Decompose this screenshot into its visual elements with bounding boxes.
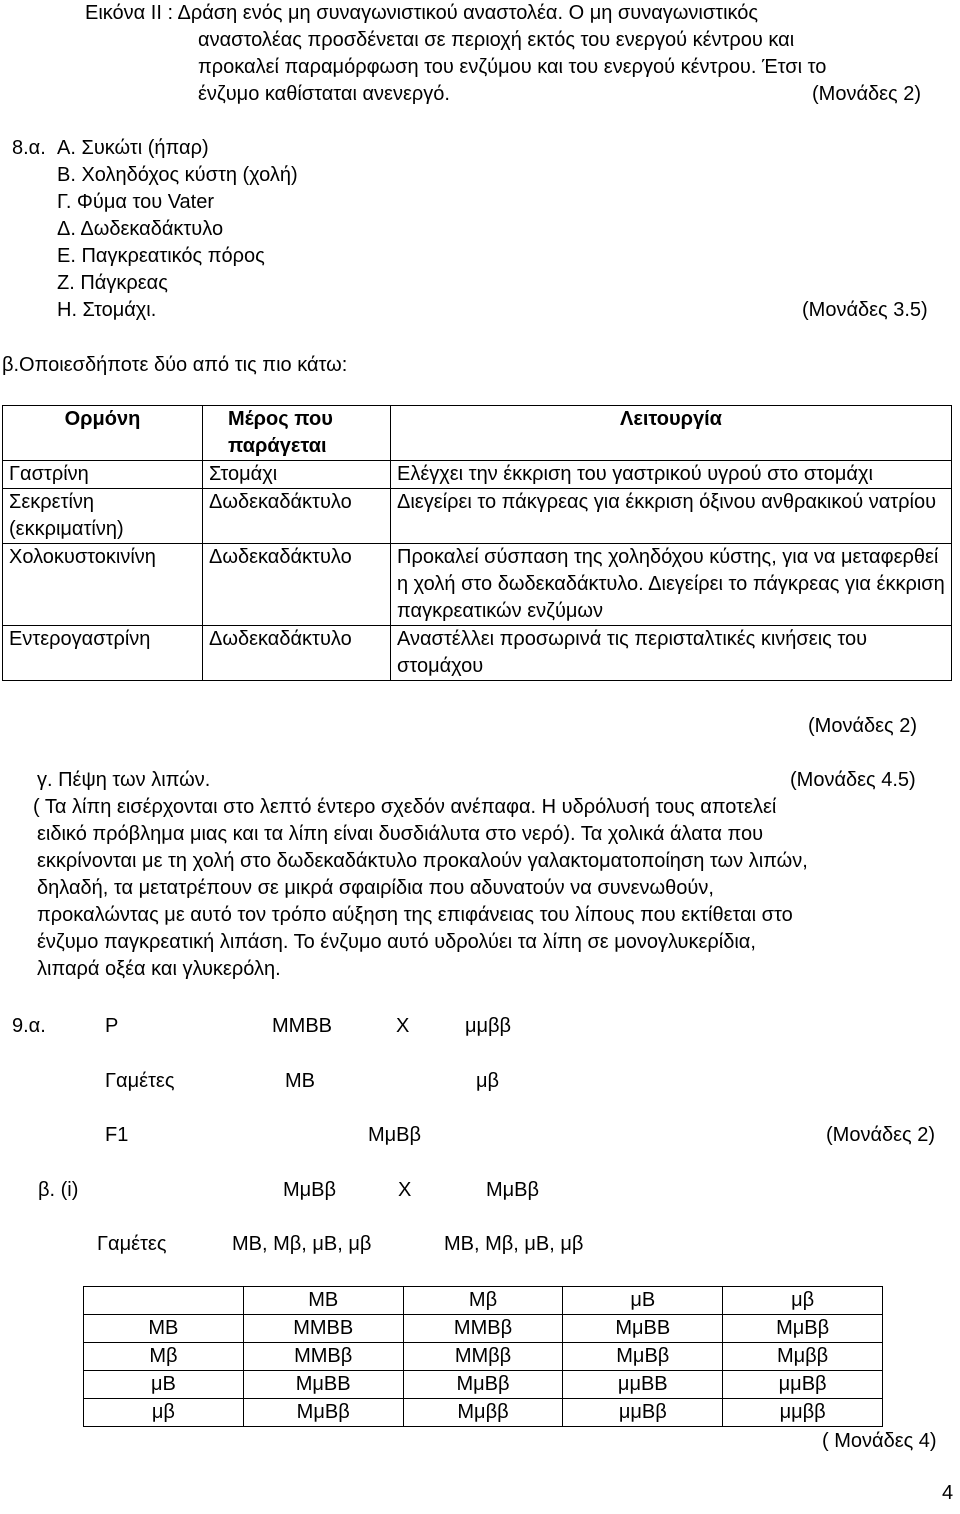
q9b-marks: ( Μονάδες 4): [822, 1430, 937, 1452]
table-cell: Δωδεκαδάκτυλο: [203, 544, 391, 626]
table-cell: Διεγείρει το πάκγρεας για έκκριση όξινου ανθρακικού νατρίου: [391, 489, 952, 544]
punnett-cell: ΜμΒβ: [403, 1371, 563, 1399]
figure-caption: [85, 0, 826, 108]
table-row: [3, 489, 952, 544]
punnett-cell: ΜμΒΒ: [563, 1315, 723, 1343]
punnett-cell: ΜμΒβ: [563, 1343, 723, 1371]
answer-line: ένζυμο παγκρεατική λιπάση. Το ένζυμο αυτό υδρολύει τα λίπη σε μονογλυκερίδια,: [37, 931, 756, 953]
punnett-cell: ΜΒ: [84, 1315, 244, 1343]
column-header: Λειτουργία: [391, 406, 952, 461]
table-row: [3, 626, 952, 681]
punnett-cell: ΜΜΒβ: [403, 1315, 563, 1343]
list-item: Γ. Φύμα του Vater: [57, 191, 215, 213]
caption-line: αναστολέας προσδένεται σε περιοχή εκτός του ενεργού κέντρου και: [198, 29, 795, 51]
q9a-marks: (Μονάδες 2): [826, 1124, 936, 1146]
punnett-cell: ΜΜΒΒ: [243, 1315, 403, 1343]
table-cell: Εντερογαστρίνη: [3, 626, 203, 681]
column-header: Μέρος που παράγεται: [203, 406, 391, 461]
gamete: ΜΒ: [285, 1070, 315, 1092]
f1-genotype: ΜμΒβ: [368, 1124, 422, 1146]
parent-genotype: ΜμΒβ: [283, 1179, 337, 1201]
answer-line: λιπαρά οξέα και γλυκερόλη.: [37, 958, 281, 980]
punnett-cell: Μμββ: [723, 1343, 883, 1371]
table-cell: Ελέγχει την έκκριση του γαστρικού υγρού στο στομάχι: [391, 461, 952, 489]
column-header: Ορμόνη: [3, 406, 203, 461]
q8c-answer: [33, 794, 808, 983]
parent-genotype: μμββ: [465, 1015, 512, 1037]
gametes-list: ΜΒ, Μβ, μΒ, μβ: [232, 1233, 372, 1255]
answer-line: εκκρίνονται με τη χολή στο δωδεκαδάκτυλο προκαλούν γαλακτοματοποίηση των λιπών,: [37, 850, 808, 872]
punnett-cell: Μβ: [403, 1287, 563, 1315]
punnett-cell: ΜΜββ: [403, 1343, 563, 1371]
gametes-label: Γαμέτες: [97, 1233, 167, 1255]
answer-line: ( Τα λίπη εισέρχονται στο λεπτό έντερο σχεδόν ανέπαφα. Η υδρόλυσή τους αποτελεί: [33, 796, 777, 818]
list-item: Α. Συκώτι (ήπαρ): [57, 137, 209, 159]
caption-marks: (Μονάδες 2): [812, 83, 922, 105]
gametes-list: ΜΒ, Μβ, μΒ, μβ: [444, 1233, 584, 1255]
question-number: β. (i): [38, 1179, 79, 1201]
parent-genotype: ΜΜΒΒ: [272, 1015, 332, 1037]
answer-line: δηλαδή, τα μετατρέπουν σε μικρά σφαιρίδια που αδυνατούν να συνενωθούν,: [37, 877, 714, 899]
list-item: Η. Στομάχι.: [57, 299, 157, 321]
table-cell: Χολοκυστοκινίνη: [3, 544, 203, 626]
table-header-row: [3, 406, 952, 461]
punnett-cell: μΒ: [84, 1371, 244, 1399]
punnett-cell: μβ: [84, 1399, 244, 1427]
parent-genotype: ΜμΒβ: [486, 1179, 540, 1201]
punnett-cell: ΜμΒβ: [243, 1399, 403, 1427]
list-item: Ζ. Πάγκρεας: [57, 272, 168, 294]
punnett-cell: Μμββ: [403, 1399, 563, 1427]
punnett-cell: [84, 1287, 244, 1315]
answer-line: προκαλώντας με αυτό τον τρόπο αύξηση της επιφάνειας του λίπους που εκτίθεται στο: [37, 904, 793, 926]
table-cell: Προκαλεί σύσπαση της χοληδόχου κύστης, για να μεταφερθεί η χολή στο δωδεκαδάκτυλο. Διεγείρει το πάγκρεας για έκκριση παγκρεατικών ενζύμων: [391, 544, 952, 626]
cross-symbol: X: [396, 1015, 410, 1037]
punnett-row: [84, 1399, 883, 1427]
punnett-cell: μΒ: [563, 1287, 723, 1315]
table-cell: Στομάχι: [203, 461, 391, 489]
table-row: [3, 544, 952, 626]
q8c-title: γ. Πέψη των λιπών.: [37, 769, 211, 791]
gamete: μβ: [476, 1070, 500, 1092]
punnett-row: [84, 1371, 883, 1399]
table-row: [3, 461, 952, 489]
f1-label: F1: [105, 1124, 129, 1146]
punnett-cell: μμββ: [723, 1399, 883, 1427]
question-number: 9.α.: [12, 1015, 46, 1037]
q8a-list: [57, 135, 298, 324]
q8b-marks: (Μονάδες 2): [808, 715, 918, 737]
caption-line: Εικόνα ΙΙ : Δράση ενός μη συναγωνιστικού αναστολέα. Ο μη συναγωνιστικός: [85, 2, 759, 24]
cross-symbol: X: [398, 1179, 412, 1201]
punnett-cell: Μβ: [84, 1343, 244, 1371]
punnett-cell: ΜΒ: [243, 1287, 403, 1315]
table-cell: Δωδεκαδάκτυλο: [203, 626, 391, 681]
q8a-marks: (Μονάδες 3.5): [802, 299, 928, 321]
list-item: Ε. Παγκρεατικός πόρος: [57, 245, 265, 267]
list-item: Δ. Δωδεκαδάκτυλο: [57, 218, 224, 240]
punnett-row: [84, 1315, 883, 1343]
caption-line: ένζυμο καθίσταται ανενεργό.: [198, 83, 450, 105]
punnett-square: [83, 1286, 883, 1427]
punnett-cell: ΜΜΒβ: [243, 1343, 403, 1371]
hormone-table: [2, 405, 952, 681]
table-cell: Αναστέλλει προσωρινά τις περισταλτικές κινήσεις του στομάχου: [391, 626, 952, 681]
page-number: 4: [942, 1482, 954, 1504]
punnett-cell: μμΒΒ: [563, 1371, 723, 1399]
caption-line: προκαλεί παραμόρφωση του ενζύμου και του ενεργού κέντρου. Έτσι το: [198, 56, 827, 78]
question-number: 8.α.: [12, 137, 46, 159]
punnett-row: [84, 1343, 883, 1371]
punnett-cell: μβ: [723, 1287, 883, 1315]
table-cell: Σεκρετίνη (εκκριματίνη): [3, 489, 203, 544]
q8b-intro: β.Οποιεσδήποτε δύο από τις πιο κάτω:: [2, 354, 348, 376]
list-item: Β. Χοληδόχος κύστη (χολή): [57, 164, 298, 186]
punnett-cell: ΜμΒΒ: [243, 1371, 403, 1399]
punnett-header-row: [84, 1287, 883, 1315]
table-cell: Γαστρίνη: [3, 461, 203, 489]
gametes-label: Γαμέτες: [105, 1070, 175, 1092]
table-cell: Δωδεκαδάκτυλο: [203, 489, 391, 544]
punnett-cell: μμΒβ: [563, 1399, 723, 1427]
q8c-marks: (Μονάδες 4.5): [790, 769, 916, 791]
punnett-cell: μμΒβ: [723, 1371, 883, 1399]
punnett-cell: ΜμΒβ: [723, 1315, 883, 1343]
answer-line: ειδικό πρόβλημα μιας και τα λίπη είναι δυσδιάλυτα στο νερό). Τα χολικά άλατα που: [37, 823, 764, 845]
p-label: P: [105, 1015, 119, 1037]
